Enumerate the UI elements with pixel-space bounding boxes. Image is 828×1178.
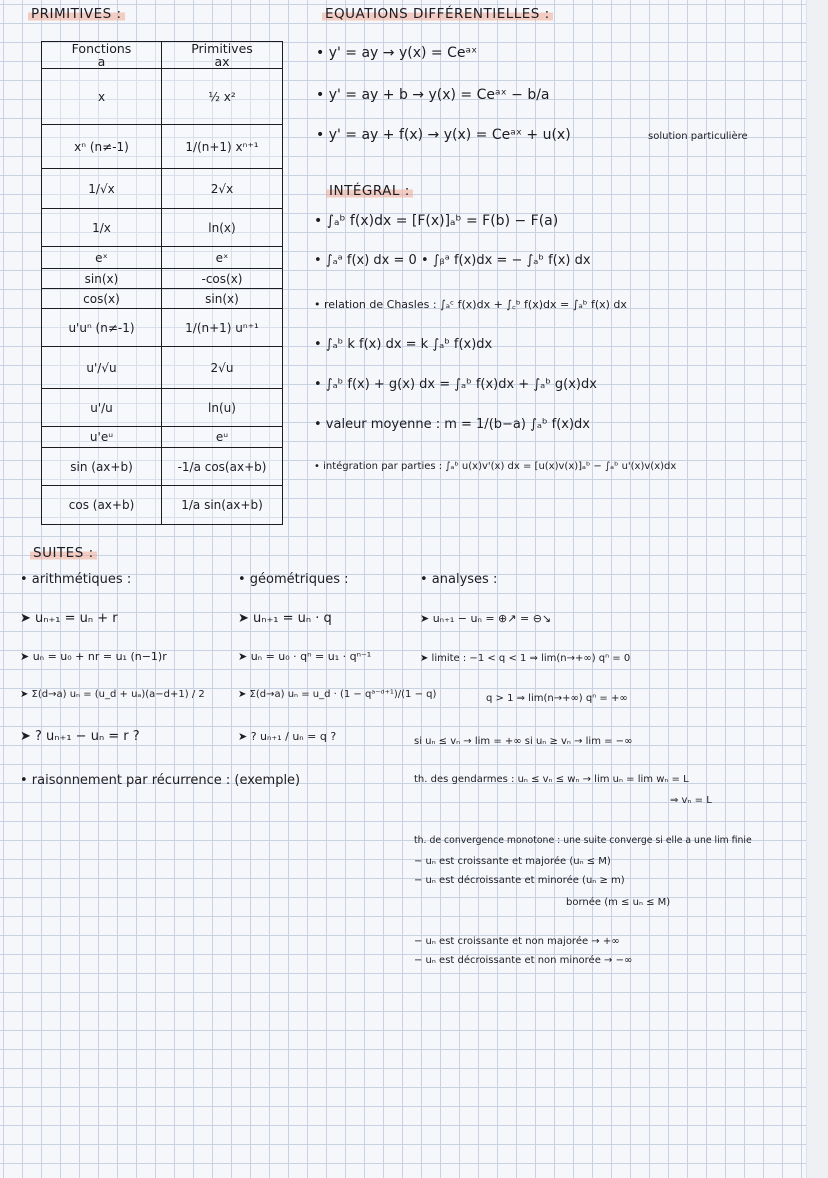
integral-line-3: • relation de Chasles : ∫ₐᶜ f(x)dx + ∫꜀ᵇ f(x)dx = ∫ₐᵇ f(x) dx xyxy=(314,298,627,311)
table-header-row xyxy=(42,42,283,69)
primitive-cell: 1/(n+1) xⁿ⁺¹ xyxy=(162,125,283,169)
heading-integral: INTÉGRAL : xyxy=(326,183,413,199)
function-cell: sin (ax+b) xyxy=(42,448,162,486)
table-row xyxy=(42,389,283,427)
gendarmes-line: th. des gendarmes : uₙ ≤ vₙ ≤ wₙ → lim uₙ = lim wₙ = L xyxy=(414,774,689,785)
table-row xyxy=(42,169,283,209)
table-row xyxy=(42,448,283,486)
arith-title: • arithmétiques : xyxy=(20,572,132,587)
table-row xyxy=(42,347,283,389)
function-cell: u'uⁿ (n≠-1) xyxy=(42,309,162,347)
gendarmes-line: ⇒ vₙ = L xyxy=(670,795,712,806)
primitive-cell: ½ x² xyxy=(162,69,283,125)
arith-line: ➤ Σ(d→a) uₙ = (u_d + uₐ)(a−d+1) / 2 xyxy=(20,689,205,700)
geo-line: ➤ ? uₙ₊₁ / uₙ = q ? xyxy=(238,730,337,743)
function-cell: cos(x) xyxy=(42,289,162,309)
column-header-fonctions: Fonctions xyxy=(71,41,132,56)
primitive-cell: 1/(n+1) uⁿ⁺¹ xyxy=(162,309,283,347)
analyses-line: q > 1 ⇒ lim(n→+∞) qⁿ = +∞ xyxy=(486,693,628,704)
integral-line-6: • valeur moyenne : m = 1/(b−a) ∫ₐᵇ f(x)dx xyxy=(314,417,590,432)
primitive-cell: 1/a sin(ax+b) xyxy=(162,486,283,525)
table-row xyxy=(42,209,283,247)
function-cell: 1/√x xyxy=(42,169,162,209)
table-header-cell xyxy=(42,42,162,69)
analyses-line: ➤ uₙ₊₁ − uₙ = ⊕↗ = ⊖↘ xyxy=(420,612,552,625)
function-cell: cos (ax+b) xyxy=(42,486,162,525)
integral-line-7: • intégration par parties : ∫ₐᵇ u(x)v'(x) dx = [u(x)v(x)]ₐᵇ − ∫ₐᵇ u'(x)v(x)dx xyxy=(314,461,677,472)
convergence-line: th. de convergence monotone : une suite converge si elle a une lim finie xyxy=(414,835,752,846)
table-row xyxy=(42,269,283,289)
first-row-primitive: ax xyxy=(214,54,230,69)
convergence-line: − uₙ est croissante et majorée (uₙ ≤ M) xyxy=(414,856,611,867)
convergence-line: bornée (m ≤ uₙ ≤ M) xyxy=(566,897,671,908)
function-cell: eˣ xyxy=(42,247,162,269)
function-cell: x xyxy=(42,69,162,125)
heading-suites: SUITES : xyxy=(30,545,97,561)
integral-line-1: • ∫ₐᵇ f(x)dx = [F(x)]ₐᵇ = F(b) − F(a) xyxy=(314,213,559,229)
convergence-line: − uₙ est décroissante et non minorée → −∞ xyxy=(414,955,633,966)
primitive-cell: ln(x) xyxy=(162,209,283,247)
function-cell: u'/u xyxy=(42,389,162,427)
primitive-cell: eᵘ xyxy=(162,427,283,448)
arith-line: ➤ ? uₙ₊₁ − uₙ = r ? xyxy=(20,729,140,744)
analyses-line: si uₙ ≤ vₙ → lim = +∞ si uₙ ≥ vₙ → lim = −∞ xyxy=(414,736,633,747)
equation-note: solution particulière xyxy=(648,131,748,142)
column-header-primitives: Primitives xyxy=(191,41,253,56)
recurrence-line: • raisonnement par récurrence : (exemple) xyxy=(20,773,301,788)
geo-line: ➤ uₙ = u₀ · qⁿ = u₁ · qⁿ⁻¹ xyxy=(238,650,372,663)
function-cell: xⁿ (n≠-1) xyxy=(42,125,162,169)
first-row-function: a xyxy=(97,54,106,69)
integral-line-5: • ∫ₐᵇ f(x) + g(x) dx = ∫ₐᵇ f(x)dx + ∫ₐᵇ g(x)dx xyxy=(314,377,597,392)
arith-line: ➤ uₙ₊₁ = uₙ + r xyxy=(20,611,118,626)
geo-title: • géométriques : xyxy=(238,572,349,587)
heading-equations: EQUATIONS DIFFÉRENTIELLES : xyxy=(322,6,553,22)
primitive-cell: -1/a cos(ax+b) xyxy=(162,448,283,486)
table-row xyxy=(42,309,283,347)
table-row xyxy=(42,125,283,169)
paper-edge xyxy=(806,0,828,1178)
table-row xyxy=(42,427,283,448)
equation-line-1: • y' = ay → y(x) = Ceᵃˣ xyxy=(316,45,478,61)
primitive-cell: sin(x) xyxy=(162,289,283,309)
primitive-cell: eˣ xyxy=(162,247,283,269)
primitives-table xyxy=(41,41,283,525)
function-cell: sin(x) xyxy=(42,269,162,289)
primitive-cell: 2√x xyxy=(162,169,283,209)
primitive-cell: ln(u) xyxy=(162,389,283,427)
analyses-title: • analyses : xyxy=(420,572,498,587)
convergence-line: − uₙ est décroissante et minorée (uₙ ≥ m) xyxy=(414,875,625,886)
function-cell: u'/√u xyxy=(42,347,162,389)
geo-line: ➤ uₙ₊₁ = uₙ · q xyxy=(238,611,332,626)
heading-primitives: PRIMITIVES : xyxy=(28,6,125,22)
convergence-line: − uₙ est croissante et non majorée → +∞ xyxy=(414,936,620,947)
primitive-cell: -cos(x) xyxy=(162,269,283,289)
function-cell: 1/x xyxy=(42,209,162,247)
geo-line: ➤ Σ(d→a) uₙ = u_d · (1 − qᵃ⁻ᵈ⁺¹)/(1 − q) xyxy=(238,689,437,700)
analyses-line: ➤ limite : −1 < q < 1 ⇒ lim(n→+∞) qⁿ = 0 xyxy=(420,653,631,664)
table-row xyxy=(42,69,283,125)
arith-line: ➤ uₙ = u₀ + nr = u₁ (n−1)r xyxy=(20,650,167,663)
integral-line-4: • ∫ₐᵇ k f(x) dx = k ∫ₐᵇ f(x)dx xyxy=(314,337,493,352)
equation-line-3: • y' = ay + f(x) → y(x) = Ceᵃˣ + u(x) xyxy=(316,127,571,143)
integral-line-2: • ∫ₐᵃ f(x) dx = 0 • ∫ᵦᵃ f(x)dx = − ∫ₐᵇ f(x) dx xyxy=(314,253,591,268)
table-row xyxy=(42,289,283,309)
table-header-cell xyxy=(162,42,283,69)
table-row xyxy=(42,247,283,269)
function-cell: u'eᵘ xyxy=(42,427,162,448)
primitive-cell: 2√u xyxy=(162,347,283,389)
table-row xyxy=(42,486,283,525)
equation-line-2: • y' = ay + b → y(x) = Ceᵃˣ − b/a xyxy=(316,87,550,103)
